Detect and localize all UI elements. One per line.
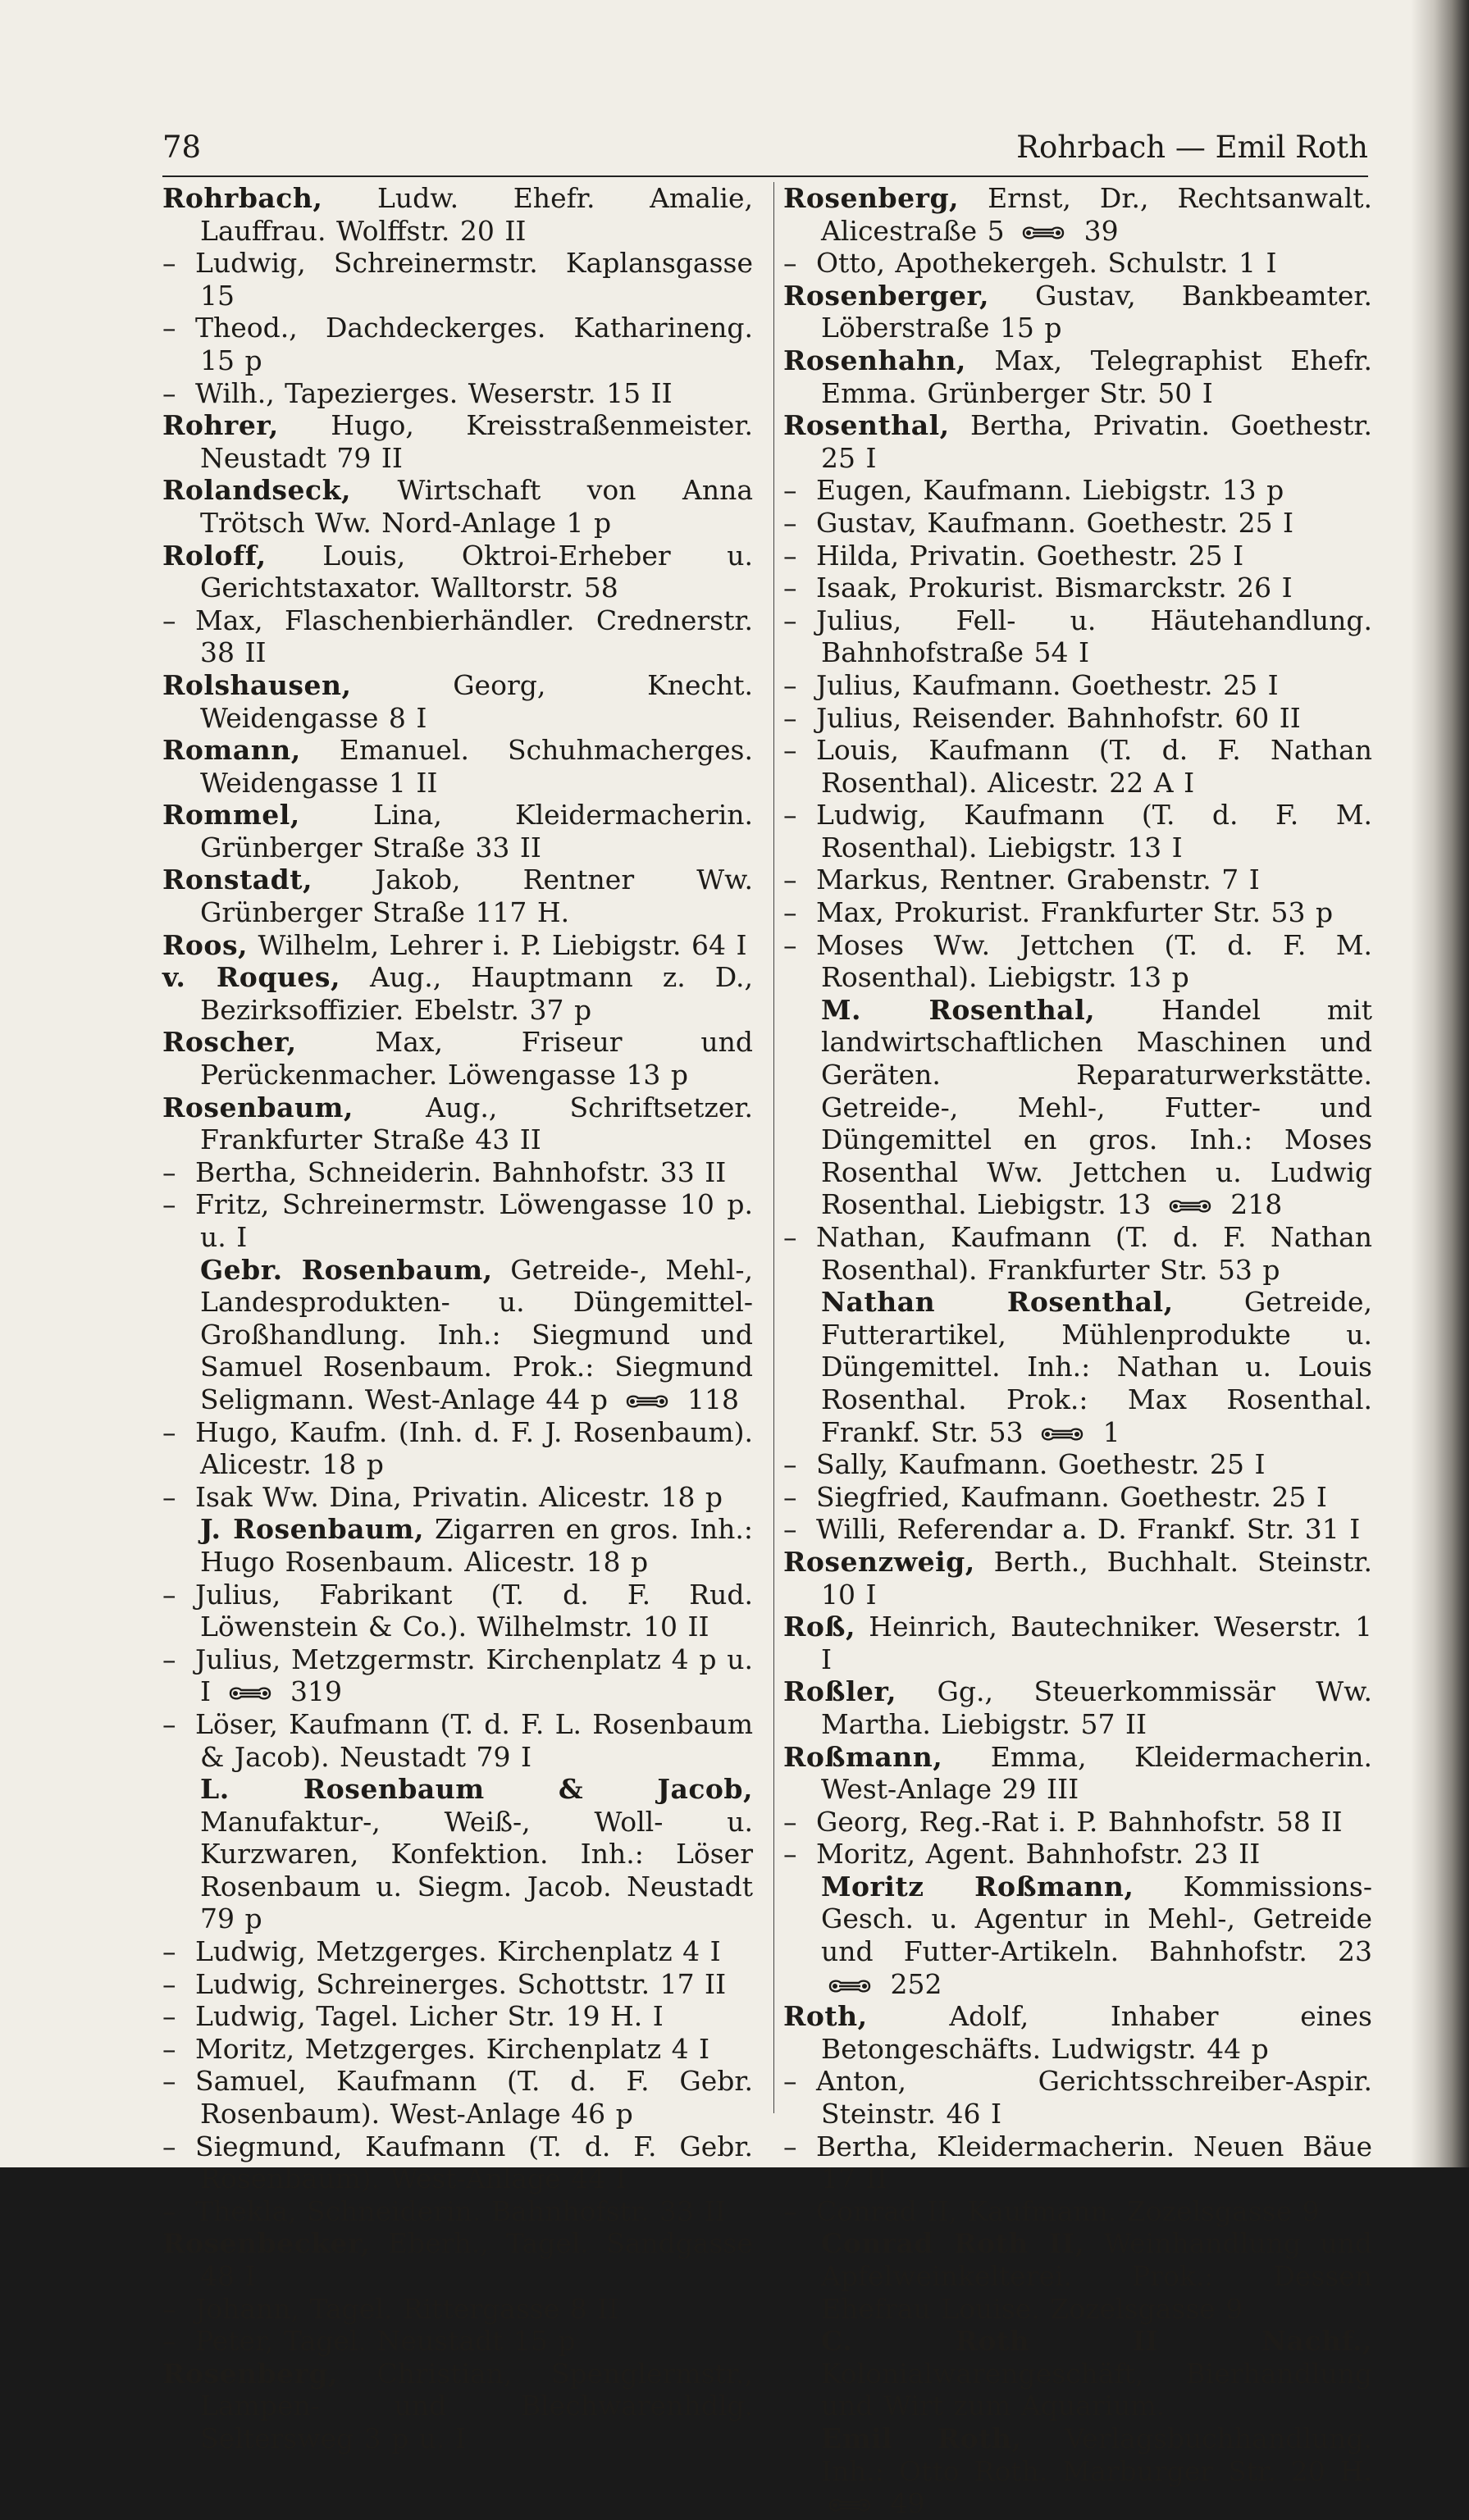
ditto-dash: – xyxy=(162,2325,176,2358)
entry-text: Gg., Steuerkommissär Ww. Martha. Liebigstr. 57 II xyxy=(821,1675,1372,1740)
right-column xyxy=(783,182,1372,2520)
entry-text: Bertha, Kleidermacherin. Neuen Bäue 17 II xyxy=(816,2130,1372,2195)
directory-entry xyxy=(162,734,753,799)
entry-text: Otto, Apothekergeh. Schulstr. 1 I xyxy=(816,247,1277,280)
directory-subentry xyxy=(783,572,1372,604)
directory-entry xyxy=(162,929,753,962)
entry-text: Getreide, Futterartikel, Mühlenprodukte u. Düngemittel. Inh.: Nathan u. Louis Rosenthal. Prok.: Max Rosenthal. Frankf. Str. 53 xyxy=(821,1286,1372,1448)
telephone-icon xyxy=(1021,224,1065,242)
ditto-dash: – xyxy=(162,1707,176,1740)
entry-name: Roth, xyxy=(783,2000,868,2033)
entry-text: Manufaktur-, Weiß-, Woll- u. Kurzwaren, Konfektion. Inh.: Löser Rosenbaum u. Siegm. Jacob. Neustadt 79 p xyxy=(200,1805,753,1935)
directory-subentry xyxy=(162,377,753,410)
running-head: Rohrbach — Emil Roth xyxy=(1016,130,1368,165)
ditto-dash: – xyxy=(783,799,797,832)
directory-subentry xyxy=(783,1513,1372,1546)
entry-text: Julius, Fabrikant (T. d. F. Rud. Löwenstein & Co.). Wilhelmstr. 10 II xyxy=(195,1578,753,1643)
ditto-dash: – xyxy=(783,572,797,604)
entry-text: Max, Friseur und Perückenmacher. Löwengasse 13 p xyxy=(200,1026,753,1091)
ditto-dash: – xyxy=(162,2032,176,2065)
directory-subentry xyxy=(783,2130,1372,2195)
entry-text: Emanuel. Schuhmacherges. Weidengasse 1 II xyxy=(200,734,753,799)
directory-subentry xyxy=(162,1156,753,1189)
directory-entry xyxy=(783,1611,1372,1675)
directory-entry xyxy=(162,182,753,247)
ditto-dash: – xyxy=(783,668,797,701)
directory-subentry xyxy=(162,1643,753,1708)
entry-text: Julius, Reisender. Bahnhofstr. 60 II xyxy=(816,701,1301,734)
entry-name: Roscher, xyxy=(162,1026,297,1059)
ditto-dash: – xyxy=(783,1221,797,1253)
entry-text: Aug., Hauptmann z. D., Bezirksoffizier. Ebelstr. 37 p xyxy=(200,961,753,1026)
entry-text: Siegfried, Kaufmann. Goethestr. 25 I xyxy=(816,1480,1327,1513)
ditto-dash: – xyxy=(162,2292,176,2325)
entry-text: Weinhandlung und Apfelweinkelterei. Prok.: Dessen Ehefrau Louise. Zozelsgasse 9 xyxy=(821,2227,1373,2325)
directory-entry xyxy=(162,2358,753,2455)
entry-text: Louis, Oktroi-Erheber u. Gerichtstaxator. Walltorstr. 58 xyxy=(200,539,753,604)
telephone-icon xyxy=(828,2496,872,2514)
entry-text: Löser, Kaufmann (T. d. F. L. Rosenbaum & Jacob). Neustadt 79 I xyxy=(195,1707,753,1773)
entry-text: Siegmund, Kaufmann (T. d. F. Gebr. Rosenbaum). West-Anlage 44 I xyxy=(195,2130,753,2195)
entry-text: Moritz, Agent. Bahnhofstr. 23 II xyxy=(816,1838,1261,1871)
entry-text: Gustav, Kaufmann. Goethestr. 25 I xyxy=(816,506,1294,539)
directory-entry xyxy=(783,344,1372,409)
entry-text: Max, Prokurist. Frankfurter Str. 53 p xyxy=(816,896,1334,929)
directory-subentry xyxy=(783,734,1372,799)
directory-entry xyxy=(162,961,753,1026)
entry-text: Ludwig, Kaufmann (T. d. F. M. Rosenthal). Liebigstr. 13 I xyxy=(816,799,1372,864)
directory-subentry xyxy=(162,1935,753,1968)
directory-firm-entry xyxy=(162,1513,753,1578)
directory-subentry xyxy=(162,1708,753,1773)
ditto-dash: – xyxy=(162,1188,176,1221)
telephone-icon xyxy=(228,1684,272,1702)
ditto-dash: – xyxy=(783,506,797,539)
entry-text: Georg, Reg.-Rat i. P. Bahnhofstr. 58 II xyxy=(816,1805,1343,1838)
entry-text: Adolf, Inhaber eines Betongeschäfts. Ludwigstr. 44 p xyxy=(821,2000,1372,2065)
directory-subentry xyxy=(783,864,1372,896)
entry-name: Roßler, xyxy=(783,1675,897,1708)
entry-text: Sally, Kaufmann. Goethestr. 25 I xyxy=(816,1448,1266,1481)
entry-text: Julius, Kaufmann. Goethestr. 25 I xyxy=(816,668,1279,701)
page-number: 78 xyxy=(162,130,202,165)
entry-name: M. Rosenthal, xyxy=(821,993,1096,1026)
directory-entry xyxy=(162,799,753,864)
phone-number: 319 xyxy=(290,1675,343,1708)
directory-subentry xyxy=(162,2293,753,2326)
entry-text: Zigarren en gros. Inh.: Hugo Rosenbaum. Alicestr. 18 p xyxy=(200,1513,753,1578)
entry-text: Bertha, Schneiderin. Bahnhofstr. 33 II xyxy=(195,1155,727,1188)
entry-text: Thekla, Schneiderin. Bahnhofstr. 33 II xyxy=(195,2194,726,2227)
entry-name: Rolandseck, xyxy=(162,474,351,507)
entry-text: Lina, Kleidermacherin. Grünberger Straße 33 II xyxy=(200,799,753,864)
entry-text: Ludwig, Metzgerges. Kirchenplatz 4 I xyxy=(195,1935,721,1968)
ditto-dash: – xyxy=(162,1578,176,1611)
entry-name: Conrad Roth II, xyxy=(821,2227,1085,2260)
entry-text: Emma, Kleidermacherin. West-Anlage 29 III xyxy=(821,1740,1372,1806)
directory-entry xyxy=(783,2000,1372,2065)
ditto-dash: – xyxy=(783,1480,797,1513)
ditto-dash: – xyxy=(162,1415,176,1448)
entry-name: Rosenzweig, xyxy=(783,1545,975,1578)
telephone-icon xyxy=(828,1977,872,1995)
entry-text: Ludwig, Schreinerges. Schottstr. 17 II xyxy=(195,1967,727,2000)
directory-entry xyxy=(162,864,753,928)
ditto-dash: – xyxy=(783,2194,797,2227)
entry-name: Rosenbaum, xyxy=(162,1091,354,1123)
book-spine-shadow xyxy=(1411,0,1469,2167)
directory-subentry xyxy=(783,2195,1372,2228)
page-header xyxy=(162,123,1368,172)
directory-subentry xyxy=(783,669,1372,702)
entry-name: Roloff, xyxy=(162,539,267,572)
ditto-dash: – xyxy=(783,2130,797,2162)
directory-subentry xyxy=(783,1838,1372,1871)
directory-subentry xyxy=(162,312,753,376)
directory-subentry xyxy=(162,2195,753,2228)
ditto-dash: – xyxy=(162,2130,176,2162)
ditto-dash: – xyxy=(783,701,797,734)
entry-text: Peter, Tagel. Neustadt 15 p xyxy=(195,2325,576,2358)
directory-subentry xyxy=(162,2000,753,2033)
entry-name: Emil Roth, xyxy=(821,2422,1022,2454)
directory-subentry xyxy=(162,2033,753,2066)
directory-entry xyxy=(783,1741,1372,1806)
ditto-dash: – xyxy=(162,1935,176,1968)
ditto-dash: – xyxy=(783,247,797,280)
entry-name: v. Roques, xyxy=(162,961,340,994)
entry-text: Gustav, Bankbeamter. Löberstraße 15 p xyxy=(821,279,1372,344)
entry-text: Wirtschaft von Anna Trötsch Ww. Nord-Anlage 1 p xyxy=(200,474,753,539)
left-column xyxy=(162,182,753,2455)
entry-name: Roßmann, xyxy=(783,1740,943,1773)
column-divider xyxy=(773,182,774,2113)
directory-entry xyxy=(783,1675,1372,1740)
directory-subentry xyxy=(162,2065,753,2130)
entry-text: Eugen, Kaufmann. Liebigstr. 13 p xyxy=(816,474,1284,507)
ditto-dash: – xyxy=(783,1805,797,1838)
directory-subentry xyxy=(162,1481,753,1514)
entry-text: Kolonialwarengeschäft, Bierhandlung und Wirt zum Aquarium. xyxy=(821,2357,1372,2422)
entry-text: Wilh., Tapezierges. Weserstr. 15 II xyxy=(195,376,673,409)
directory-subentry xyxy=(783,1806,1372,1839)
entry-text: Conrad II, Kaufmann. Zozelsgasse 9 xyxy=(816,2194,1320,2227)
entry-name: L. Rosenbaum & Jacob, xyxy=(200,1773,753,1806)
entry-text: Theod., Dachdeckerges. Katharineng. 15 p xyxy=(195,312,753,376)
directory-entry xyxy=(162,1026,753,1091)
entry-text: Handel mit landwirtschaftlichen Maschinen und Geräten. Reparaturwerkstätte. Getreide-, Mehl-, Futter- und Düngemittel en gros. Inh.: Moses Rosenthal Ww. Jettchen u. Ludwig Rosenthal. Liebigstr. 13 xyxy=(821,993,1372,1221)
entry-name: Roos, xyxy=(162,928,249,961)
phone-number: 39 xyxy=(1084,214,1119,247)
directory-subentry xyxy=(783,1221,1372,1286)
entry-text: Wilhelm, Lehrer i. P. Liebigstr. 64 I xyxy=(248,928,747,961)
entry-text: Markus, Rentner. Grabenstr. 7 I xyxy=(816,864,1260,896)
directory-entry xyxy=(783,1546,1372,1611)
ditto-dash: – xyxy=(162,1480,176,1513)
entry-text: Max, Telegraphist Ehefr. Emma. Grünberger Str. 50 I xyxy=(821,344,1372,409)
entry-text: Samuel, Kaufmann (T. d. F. Gebr. Rosenbaum). West-Anlage 46 p xyxy=(195,2065,753,2130)
directory-subentry xyxy=(162,1188,753,1253)
directory-entry xyxy=(162,1091,753,1156)
directory-subentry xyxy=(783,474,1372,507)
entry-text: Eberh., Tagel. Sandgasse 48 I xyxy=(200,2227,753,2292)
ditto-dash: – xyxy=(162,2194,176,2227)
entry-text: Fritz, Schreinermstr. Löwengasse 10 p. u. I xyxy=(195,1188,753,1253)
entry-text: Berth., Buchhalt. Steinstr. 10 I xyxy=(821,1545,1372,1611)
ditto-dash: – xyxy=(162,604,176,636)
entry-text: Willi, Referendar a. D. Frankf. Str. 31 I xyxy=(816,1513,1361,1546)
directory-subentry xyxy=(162,604,753,669)
directory-entry xyxy=(162,409,753,474)
directory-subentry xyxy=(162,2325,753,2358)
telephone-icon xyxy=(625,1392,669,1410)
entry-name: J. Rosenbaum, xyxy=(200,1513,424,1546)
directory-subentry xyxy=(162,247,753,312)
entry-text: Moses Ww. Jettchen (T. d. F. M. Rosenthal). Liebigstr. 13 p xyxy=(816,928,1372,994)
ditto-dash: – xyxy=(783,864,797,896)
directory-subentry xyxy=(162,1416,753,1481)
ditto-dash: – xyxy=(783,896,797,929)
entry-text: Ernst, Dr., Rechtsanwalt. Alicestraße 5 xyxy=(821,182,1372,247)
entry-text: Max, Flaschenbierhändler. Crednerstr. 38 II xyxy=(195,604,753,669)
entry-text: Isak Ww. Dina, Privatin. Alicestr. 18 p xyxy=(195,1480,723,1513)
entry-text: Ludw. Ehefr. Amalie, Lauffrau. Wolffstr. 20 II xyxy=(200,182,753,247)
entry-name: Rohrbach, xyxy=(162,182,323,214)
ditto-dash: – xyxy=(162,2000,176,2033)
directory-subentry xyxy=(162,2130,753,2195)
entry-name: Romann, xyxy=(162,734,301,767)
entry-name: Rolshausen, xyxy=(162,668,352,701)
ditto-dash: – xyxy=(162,2065,176,2098)
entry-text: Ludwig, Tagel. Licher Str. 19 H. I xyxy=(195,2000,664,2033)
phone-number: 49 xyxy=(890,2487,925,2520)
entry-name: Rosenhahn, xyxy=(783,344,966,376)
entry-name: Ronstadt, xyxy=(162,864,313,896)
directory-entry xyxy=(162,474,753,539)
entry-text: Julius, Fell- u. Häutehandlung. Bahnhofstraße 54 I xyxy=(816,604,1372,669)
entry-name: Rosenberger, xyxy=(783,279,990,312)
directory-firm-entry xyxy=(162,1254,753,1416)
ditto-dash: – xyxy=(783,1448,797,1481)
entry-name: Rohrer, xyxy=(162,409,279,442)
entry-name: Gebr. Rosenbaum, xyxy=(200,1253,493,1286)
directory-subentry xyxy=(783,604,1372,669)
entry-text: Kommissions-Gesch. u. Agentur in Mehl-, Getreide und Futter-Artikeln. Bahnhofstr. 23 xyxy=(821,1870,1372,1968)
directory-subentry xyxy=(783,540,1372,572)
directory-subentry xyxy=(783,1481,1372,1514)
directory-subentry xyxy=(783,929,1372,994)
entry-text: Georg, Knecht. Weidengasse 8 I xyxy=(200,668,753,734)
entry-name: Rosenberg, xyxy=(783,182,960,214)
entry-text: Heinrich, Bautechniker. Weserstr. 1 I xyxy=(821,1611,1372,1675)
directory-firm-entry xyxy=(783,1871,1372,2000)
entry-name: Rosenberg, xyxy=(162,2357,339,2390)
entry-text: Louis, Kaufmann (T. d. F. Nathan Rosenthal). Alicestr. 22 A I xyxy=(816,734,1372,799)
entry-name: Nathan Rosenthal, xyxy=(821,1286,1174,1319)
entry-text: Julius, Metzgermstr. Kirchenplatz 4 p u. I xyxy=(195,1643,753,1708)
directory-firm-entry xyxy=(783,2227,1372,2325)
ditto-dash: – xyxy=(162,1155,176,1188)
directory-subentry xyxy=(783,247,1372,280)
entry-text: Johann, Tagel. Rittergasse 8 II xyxy=(195,2292,619,2325)
directory-entry xyxy=(162,2227,753,2292)
entry-name: Roß, xyxy=(783,1611,855,1643)
ditto-dash: – xyxy=(783,1838,797,1871)
directory-subentry xyxy=(783,896,1372,929)
directory-entry xyxy=(783,280,1372,344)
entry-text: Christian, Spenglermstr., Lampen- und Blechwarenhdlg. Seltersweg 3 p u. I xyxy=(200,2357,753,2454)
directory-entry xyxy=(783,182,1372,247)
directory-entry xyxy=(162,540,753,604)
entry-text: Anton, Gerichtsschreiber-Aspir. Steinstr. 46 I xyxy=(816,2065,1372,2130)
phone-number: 118 xyxy=(687,1383,739,1415)
directory-firm-entry xyxy=(783,2422,1372,2520)
ditto-dash: – xyxy=(162,312,176,344)
entry-text: Hugo, Kaufm. (Inh. d. F. J. Rosenbaum). Alicestr. 18 p xyxy=(195,1415,753,1481)
header-rule xyxy=(162,175,1368,177)
entry-text: Moritz, Metzgerges. Kirchenplatz 4 I xyxy=(195,2032,710,2065)
directory-subentry xyxy=(162,1579,753,1643)
ditto-dash: – xyxy=(162,376,176,409)
entry-text: Verlagsbuchhandlung. Inh.: Otto Roth. Marburger Str. 20 H. xyxy=(821,2422,1372,2487)
directory-subentry xyxy=(783,507,1372,540)
telephone-icon xyxy=(1040,1425,1084,1443)
ditto-dash: – xyxy=(162,247,176,280)
ditto-dash: – xyxy=(162,1643,176,1675)
entry-text: Jakob, Rentner Ww. Grünberger Straße 117 H. xyxy=(200,864,753,929)
ditto-dash: – xyxy=(783,734,797,767)
ditto-dash: – xyxy=(783,604,797,636)
directory-subentry xyxy=(783,799,1372,864)
entry-name: C. Roth II Nachf., xyxy=(821,2325,1372,2358)
directory-subentry xyxy=(783,1448,1372,1481)
telephone-icon xyxy=(1168,1197,1212,1215)
ditto-dash: – xyxy=(783,928,797,961)
entry-name: Rosenbecker, xyxy=(162,2227,371,2260)
ditto-dash: – xyxy=(783,539,797,572)
directory-entry xyxy=(162,669,753,734)
directory-subentry xyxy=(162,1968,753,2001)
ditto-dash: – xyxy=(783,1513,797,1546)
entry-text: Hugo, Kreisstraßenmeister. Neustadt 79 II xyxy=(200,409,753,474)
ditto-dash: – xyxy=(783,474,797,507)
directory-firm-entry xyxy=(783,994,1372,1221)
entry-text: Aug., Schriftsetzer. Frankfurter Straße 43 II xyxy=(200,1091,753,1156)
phone-number: 252 xyxy=(890,1967,942,2000)
ditto-dash: – xyxy=(783,2065,797,2098)
ditto-dash: – xyxy=(162,1967,176,2000)
directory-firm-entry xyxy=(783,1286,1372,1448)
entry-name: Moritz Roßmann, xyxy=(821,1870,1134,1903)
phone-number: 1 xyxy=(1102,1415,1120,1448)
phone-number: 218 xyxy=(1230,1188,1283,1221)
entry-text: Ludwig, Schreinermstr. Kaplansgasse 15 xyxy=(195,247,753,312)
directory-firm-entry xyxy=(162,1773,753,1935)
entry-name: Rosenthal, xyxy=(783,409,950,442)
directory-entry xyxy=(783,409,1372,474)
directory-subentry xyxy=(783,702,1372,735)
entry-text: Isaak, Prokurist. Bismarckstr. 26 I xyxy=(816,572,1293,604)
entry-name: Rommel, xyxy=(162,799,300,832)
entry-text: Getreide-, Mehl-, Landesprodukten- u. Düngemittel-Großhandlung. Inh.: Siegmund und Samuel Rosenbaum. Prok.: Siegmund Seligmann. West-Anlage 44 p xyxy=(200,1253,753,1415)
directory-subentry xyxy=(783,2065,1372,2130)
directory-firm-entry xyxy=(783,2325,1372,2422)
entry-text: Bertha, Privatin. Goethestr. 25 I xyxy=(821,409,1372,474)
entry-text: Hilda, Privatin. Goethestr. 25 I xyxy=(816,539,1244,572)
entry-text: Nathan, Kaufmann (T. d. F. Nathan Rosenthal). Frankfurter Str. 53 p xyxy=(816,1221,1372,1286)
